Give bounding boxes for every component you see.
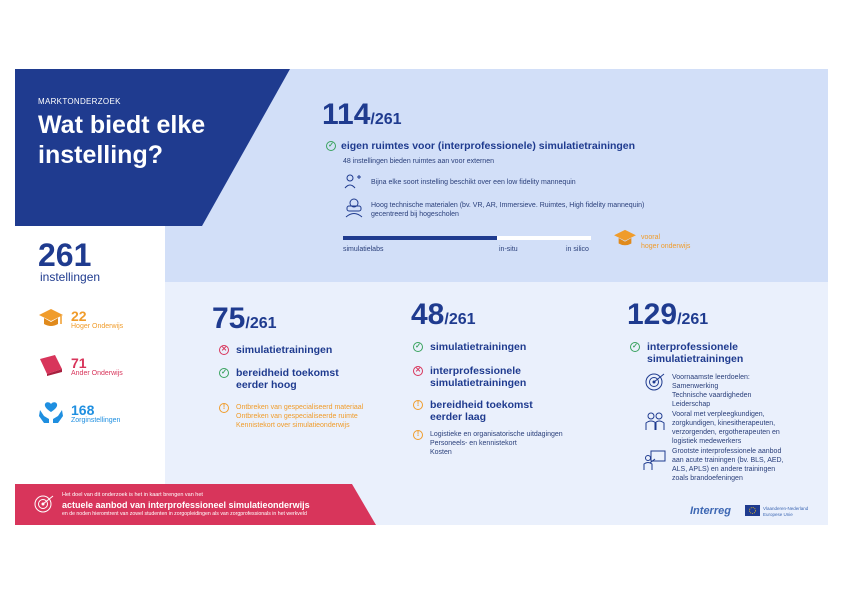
ander-onderwijs-label: Ander Onderwijs — [71, 370, 123, 377]
target-icon — [644, 371, 666, 393]
target-icon — [33, 493, 55, 515]
ander-onderwijs-count: 71 — [71, 355, 87, 371]
check-icon: ✓ — [630, 342, 640, 352]
page-title: Wat biedt elke instelling? — [38, 111, 206, 169]
hoger-onderwijs-note: vooral hoger onderwijs — [641, 234, 691, 250]
col2-item2: interprofessionele simulatietrainingen — [430, 365, 527, 389]
mannequin-icon — [343, 172, 363, 190]
cross-icon: ✕ — [413, 366, 423, 376]
interreg-logo-subtitle: Vlaanderen-Nederland Europese Unie — [763, 506, 809, 517]
col2-count: 48/261 — [411, 298, 476, 331]
col3-group1: Voornaamste leerdoelen: Samenwerking Technische vaardigheden Leiderschap — [672, 374, 752, 408]
top-subtext: 48 instellingen bieden ruimtes aan voor externen — [343, 158, 494, 165]
cross-icon: ✕ — [219, 345, 229, 355]
graduation-cap-icon — [37, 307, 65, 329]
footer-line3: en de noden hieromtrent van zowel studenten in zorgopleidingen als van zorgprofessionals in het werkveld — [62, 511, 307, 517]
top-heading: eigen ruimtes voor (interprofessionele) simulatietrainingen — [341, 140, 636, 152]
col3-count: 129/261 — [627, 298, 709, 331]
total-count: 261 — [38, 237, 92, 273]
low-fidelity-point: Bijna elke soort instelling beschikt over een low fidelity mannequin — [371, 179, 576, 186]
warning-icon: ! — [413, 400, 423, 410]
zorginstellingen-count: 168 — [71, 402, 95, 418]
col3-group2: Vooral met verpleegkundigen, zorgkundigen, kinesitherapeuten, verzorgenden, ergotherapeuten en logistiek medewerkers — [672, 411, 780, 445]
location-bar — [343, 236, 591, 240]
col1-item1: simulatietrainingen — [236, 344, 333, 356]
book-icon — [37, 354, 65, 376]
warning-icon: ! — [219, 403, 229, 413]
total-label: instellingen — [40, 270, 101, 284]
footer-line1: Het doel van dit onderzoek is het in kaart brengen van het — [62, 492, 203, 498]
hoger-onderwijs-count: 22 — [71, 308, 87, 324]
location-bar-fill — [343, 236, 497, 240]
high-tech-point: Hoog technische materialen (bv. VR, AR, Immersieve. Ruimtes, High fidelity mannequin) gecentreerd bij hogescholen — [371, 202, 645, 218]
care-hands-icon — [38, 400, 64, 424]
warning-icon: ! — [413, 430, 423, 440]
vr-headset-icon — [343, 198, 365, 218]
bar-label-simulatielabs: simulatielabs — [343, 246, 384, 253]
kicker-label: MARKTONDERZOEK — [38, 97, 121, 106]
col2-warnings: Logistieke en organisatorische uitdagingen Personeels- en kennistekort Kosten — [430, 431, 563, 456]
graduation-cap-icon — [612, 228, 638, 248]
hoger-onderwijs-label: Hoger Onderwijs — [71, 323, 124, 330]
top-count: 114/261 — [322, 98, 402, 131]
col1-warnings: Ontbreken van gespecialiseerd materiaal Ontbreken van gespecialiseerde ruimte Kennistekort over simulatieonderwijs — [236, 404, 364, 429]
eu-flag-icon — [745, 505, 760, 516]
bar-label-in-situ: in-situ — [499, 246, 518, 253]
col2-item3: bereidheid toekomst eerder laag — [430, 399, 533, 423]
check-icon: ✓ — [326, 141, 336, 151]
col3-group3: Grootste interprofessionele aanbod aan acute trainingen (bv. BLS, AED, ALS, APLS) en andere trainingen zoals brandoefeningen — [672, 448, 784, 482]
col2-item1: simulatietrainingen — [430, 341, 527, 353]
col3-item1: interprofessionele simulatietrainingen — [647, 341, 744, 365]
check-icon: ✓ — [413, 342, 423, 352]
presentation-icon — [643, 449, 667, 471]
team-icon — [644, 410, 666, 432]
interreg-logo: Interreg — [690, 505, 731, 517]
zorginstellingen-label: Zorginstellingen — [71, 417, 121, 424]
col1-count: 75/261 — [212, 302, 277, 335]
check-icon: ✓ — [219, 368, 229, 378]
col1-item2: bereidheid toekomst eerder hoog — [236, 367, 339, 391]
bar-label-in-silico: in silico — [566, 246, 589, 253]
footer-line2: actuele aanbod van interprofessioneel simulatieonderwijs — [62, 500, 310, 510]
